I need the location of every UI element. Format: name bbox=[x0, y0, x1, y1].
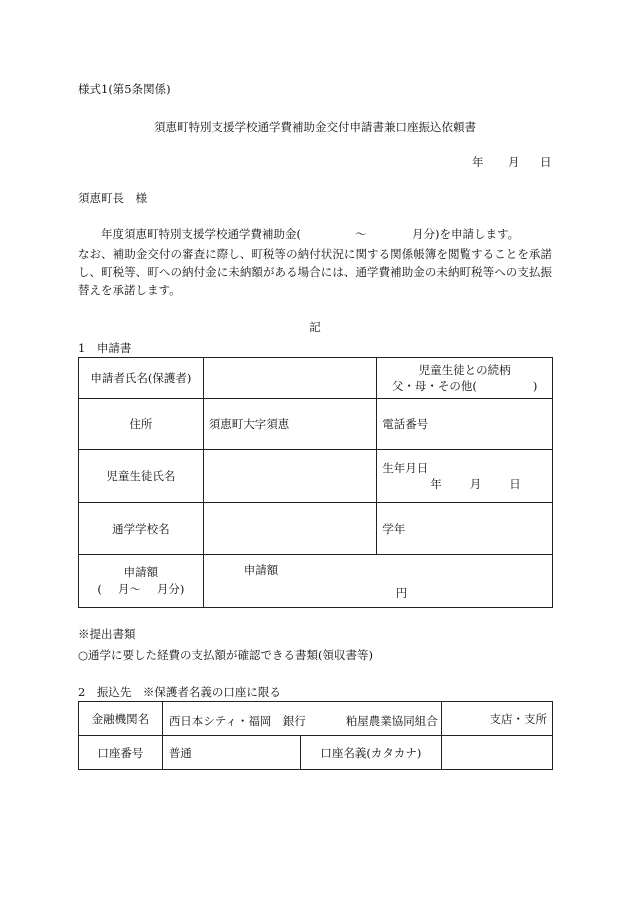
request-line-end: 月分)を申請します。 bbox=[412, 227, 520, 241]
school-name-label: 通学学校名 bbox=[79, 503, 204, 555]
address-field[interactable]: 須恵町大字須恵 bbox=[203, 399, 377, 450]
amount-field-label: 申請額 bbox=[243, 563, 279, 577]
date-year: 年 bbox=[472, 155, 484, 169]
phone-label: 電話番号 bbox=[382, 417, 429, 431]
account-name-label: 口座名義(カタカナ) bbox=[300, 736, 442, 770]
branch-field[interactable] bbox=[442, 702, 553, 736]
account-type-field[interactable] bbox=[162, 736, 300, 770]
relation-label: 児童生徒との続柄 bbox=[418, 363, 511, 377]
amount-unit: 円 bbox=[395, 586, 408, 600]
relation-options: 父・母・その他( ) bbox=[391, 379, 538, 393]
bank-name-field[interactable] bbox=[162, 702, 441, 736]
address-label: 住所 bbox=[79, 399, 204, 450]
account-number-label: 口座番号 bbox=[79, 736, 163, 770]
request-line-start: 年度須恵町特別支援学校通学費補助金( bbox=[101, 227, 301, 241]
addressee: 須恵町長 様 bbox=[78, 191, 147, 205]
date-day: 日 bbox=[540, 155, 552, 169]
ki-mark: 記 bbox=[309, 320, 321, 334]
branch-label: 支店・支所 bbox=[489, 711, 547, 726]
birthdate-ymd: 年 月 日 bbox=[430, 477, 521, 491]
date-month: 月 bbox=[508, 155, 520, 169]
bank-table bbox=[78, 701, 553, 770]
amount-label: 申請額 bbox=[123, 565, 159, 579]
section1-heading: 1 申請書 bbox=[78, 341, 132, 355]
grade-field[interactable] bbox=[377, 503, 553, 555]
consent-paragraph: なお、補助金交付の審査に際し、町税等の納付状況に関する関係帳簿を閲覧することを承諾し、町税等、町への納付金に未納額がある場合には、通学費補助金の未納町税等への支払振替えを承諾します。 bbox=[78, 247, 552, 297]
birthdate-field[interactable] bbox=[377, 450, 553, 503]
birthdate-label: 生年月日 bbox=[382, 461, 429, 475]
student-name-label: 児童生徒氏名 bbox=[79, 450, 204, 503]
applicant-name-label: 申請者氏名(保護者) bbox=[79, 358, 204, 399]
amount-field[interactable] bbox=[203, 555, 552, 608]
grade-label: 学年 bbox=[382, 521, 406, 536]
request-line-tilde: 〜 bbox=[355, 227, 367, 241]
amount-label-cell bbox=[79, 555, 204, 608]
application-table bbox=[78, 357, 553, 608]
relation-cell[interactable] bbox=[377, 358, 553, 399]
document-title: 須恵町特別支援学校通学費補助金交付申請書兼口座振込依頼書 bbox=[154, 120, 476, 134]
amount-period: ( 月〜 月分) bbox=[97, 582, 185, 596]
school-name-field[interactable] bbox=[203, 503, 377, 555]
account-type: 普通 bbox=[168, 745, 192, 760]
applicant-name-field[interactable] bbox=[203, 358, 377, 399]
account-name-field[interactable] bbox=[442, 736, 553, 770]
form-number: 様式1(第5条関係) bbox=[78, 82, 171, 96]
bank-coop: 粕屋農業協同組合 bbox=[345, 714, 438, 728]
phone-field[interactable] bbox=[377, 399, 553, 450]
documents-heading: ※提出書類 bbox=[78, 627, 136, 641]
bank-name-label: 金融機関名 bbox=[79, 702, 163, 736]
documents-item: ○通学に要した経費の支払額が確認できる書類(領収書等) bbox=[78, 648, 374, 662]
section2-heading: 2 振込先 ※保護者名義の口座に限る bbox=[78, 685, 281, 699]
bank-options: 西日本シティ・福岡 銀行 bbox=[168, 714, 306, 728]
student-name-field[interactable] bbox=[203, 450, 377, 503]
